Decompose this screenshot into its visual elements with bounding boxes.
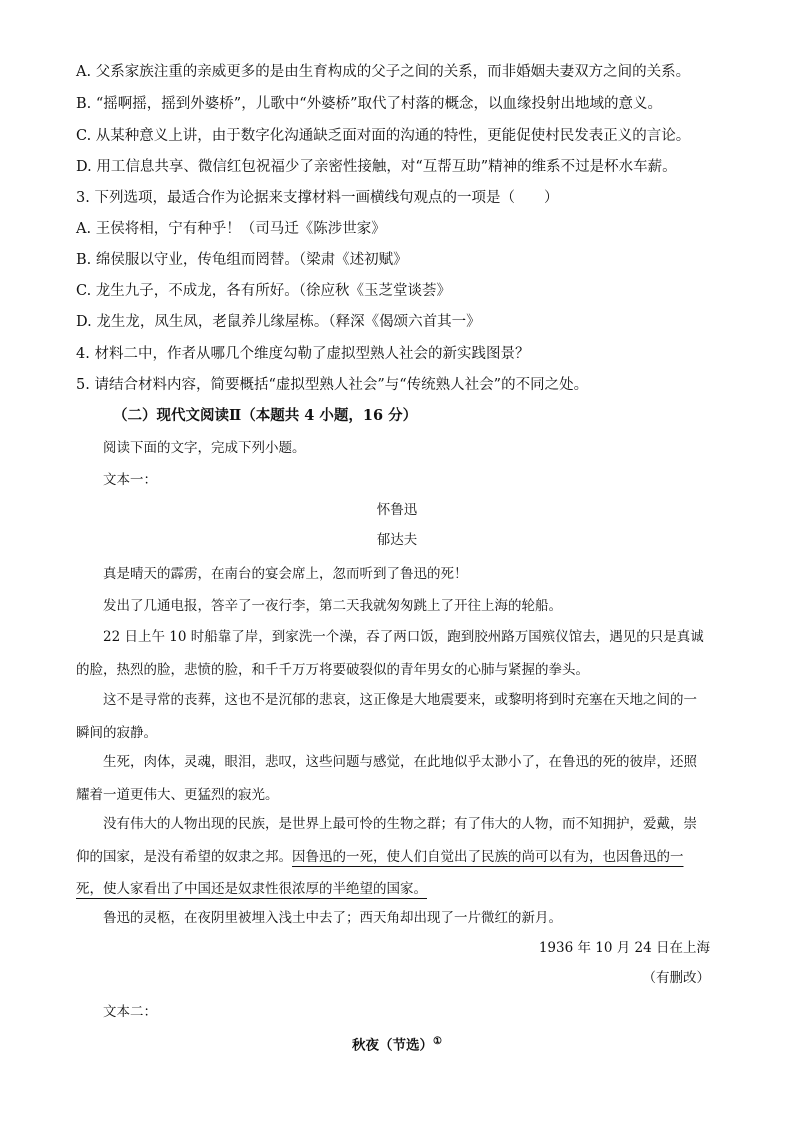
paragraph-4: 这不是寻常的丧葬，这也不是沉郁的悲哀，这正像是大地震要来，或黎明将到时充塞在天地之间的一瞬间的寂静。 [76,692,697,741]
paragraph-5: 生死，肉体，灵魂，眼泪，悲叹，这些问题与感觉，在此地似乎太渺小了，在鲁迅的死的彼岸，还照耀着一道更伟大、更猛烈的寂光。 [76,754,697,803]
article-date: 1936 年 10 月 24 日在上海 [538,940,710,956]
question-3-stem: 3. 下列选项，最适合作为论据来支撑材料一画横线句观点的一项是（ ） [76,190,559,206]
paragraph-7: 鲁迅的灵柩，在夜阴里被埋入浅土中去了；西天角却出现了一片微红的新月。 [103,910,562,926]
paragraph-3: 22 日上午 10 时船靠了岸，到家洗一个澡，吞了两口饭，跑到胶州路万国殡仪馆去，遇见的只是真诚的脸，热烈的脸，悲愤的脸，和千千万万将要破裂似的青年男女的心肺与紧握的拳头。 [76,629,704,678]
q3-option-a: A. 王侯将相，宁有种乎！（司马迁《陈涉世家》 [76,221,386,237]
text2-title [0,1032,794,1056]
q3-option-d: D. 龙生龙，凤生凤，老鼠养儿缘屋栋。（释深《偈颂六首其一》 [76,314,481,330]
edit-note: （有删改） [642,970,710,986]
article-title: 怀鲁迅 [376,502,418,518]
option-b: B. “摇啊摇，摇到外婆桥”，儿歌中“外婆桥”取代了村落的概念，以血缘投射出地域的意义。 [76,96,663,112]
text2-title-text: 秋夜（节选） [352,1037,434,1054]
text2-label: 文本二： [103,1004,157,1020]
question-5: 5. 请结合材料内容，简要概括“虚拟型熟人社会”与“传统熟人社会”的不同之处。 [76,377,589,393]
article-author: 郁达夫 [376,532,418,548]
option-d: D. 用工信息共享、微信红包祝福少了亲密性接触，对“互帮互助”精神的维系不过是杯水车薪。 [76,159,677,175]
underlined-sentence: 因鲁迅的一死，使人们自觉出了民族的尚可以有为，也因鲁迅的一死，使人家看出了中国还是奴隶性很浓厚的半绝望的国家。 [76,848,684,897]
instruction: 阅读下面的文字，完成下列小题。 [103,440,306,456]
text1-label: 文本一： [103,472,157,488]
section-heading: （二）现代文阅读Ⅱ（本题共 4 小题，16 分） [113,407,418,424]
paragraph-6 [76,808,710,906]
q3-option-c: C. 龙生九子，不成龙，各有所好。（徐应秋《玉芝堂谈荟》 [76,283,452,299]
option-c: C. 从某种意义上讲，由于数字化沟通缺乏面对面的沟通的特性，更能促使村民发表正义的言论。 [76,128,691,144]
paragraph-2: 发出了几通电报，答辛了一夜行李，第二天我就匆匆跳上了开往上海的轮船。 [103,598,562,614]
paragraph-1: 真是晴天的霹雳，在南台的宴会席上，忽而听到了鲁迅的死！ [103,566,468,582]
paragraph-6-text: 没有伟大的人物出现的民族，是世界上最可怜的生物之群；有了伟大的人物，而不知拥护，爱戴，崇仰的国家，是没有希望的奴隶之邦。 [76,816,697,865]
q3-option-b: B. 绵侯服以守业，传龟组而罔替。（梁肃《述初赋》 [76,252,408,268]
question-4: 4. 材料二中，作者从哪几个维度勾勒了虚拟型熟人社会的新实践图景？ [76,346,530,362]
option-a: A. 父系家族注重的亲威更多的是由生育构成的父子之间的关系，而非婚姻夫妻双方之间的关系。 [76,64,691,80]
footnote-mark: ① [433,1036,442,1047]
